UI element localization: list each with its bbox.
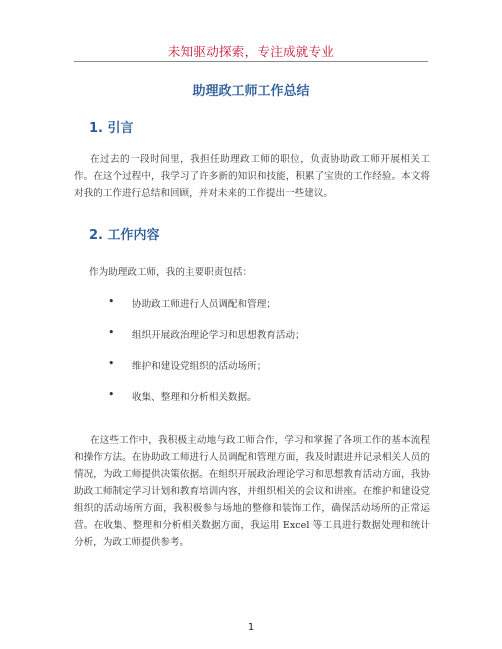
header-motto: 未知驱动探索，专注成就专业 xyxy=(167,44,335,59)
list-item: • 维护和建设党组织的活动场所； xyxy=(108,357,267,372)
section-heading-introduction: 1. 引言 xyxy=(89,121,134,136)
bullet-icon: • xyxy=(108,357,115,370)
responsibilities-list xyxy=(108,296,305,420)
work-content-paragraph: 在这些工作中，我积极主动地与政工师合作，学习和掌握了各项工作的基本流程和操作方法。在协助政工师进行人员调配和管理方面，我及时跟进并记录相关人员的情况，为政工师提供决策依据。在组织开展政治理论学习和思想教育活动方面，我协助政工师制定学习计划和教育培训内容，并组织相关的会议和讲座。在维护和建设党组织的活动场所方面，我积极参与场地的整修和装饰工作，确保活动场所的正常运营。在收集、整理和分析相关数据方面，我运用 Excel 等工具进行数据处理和统计分析，为政工师提供参考。 xyxy=(74,435,430,548)
introduction-paragraph: 在过去的一段时间里，我担任助理政工师的职位，负责协助政工师开展相关工作。在这个过程中，我学习了许多新的知识和技能，积累了宝贵的工作经验。本文将对我的工作进行总结和回顾，并对未来的工作提出一些建议。 xyxy=(74,154,430,199)
responsibilities-intro: 作为助理政工师，我的主要职责包括： xyxy=(89,267,253,278)
list-item: • 收集、整理和分析相关数据。 xyxy=(108,388,257,403)
page-number: 1 xyxy=(247,622,255,633)
bullet-icon: • xyxy=(108,326,115,339)
document-title: 助理政工师工作总结 xyxy=(192,84,310,99)
bullet-icon: • xyxy=(108,295,115,308)
list-item: • 协助政工师进行人员调配和管理； xyxy=(108,295,276,310)
header-divider xyxy=(74,61,428,62)
list-item: • 组织开展政治理论学习和思想教育活动； xyxy=(108,326,305,341)
section-heading-work-content: 2. 工作内容 xyxy=(89,228,160,243)
bullet-icon: • xyxy=(108,388,115,401)
